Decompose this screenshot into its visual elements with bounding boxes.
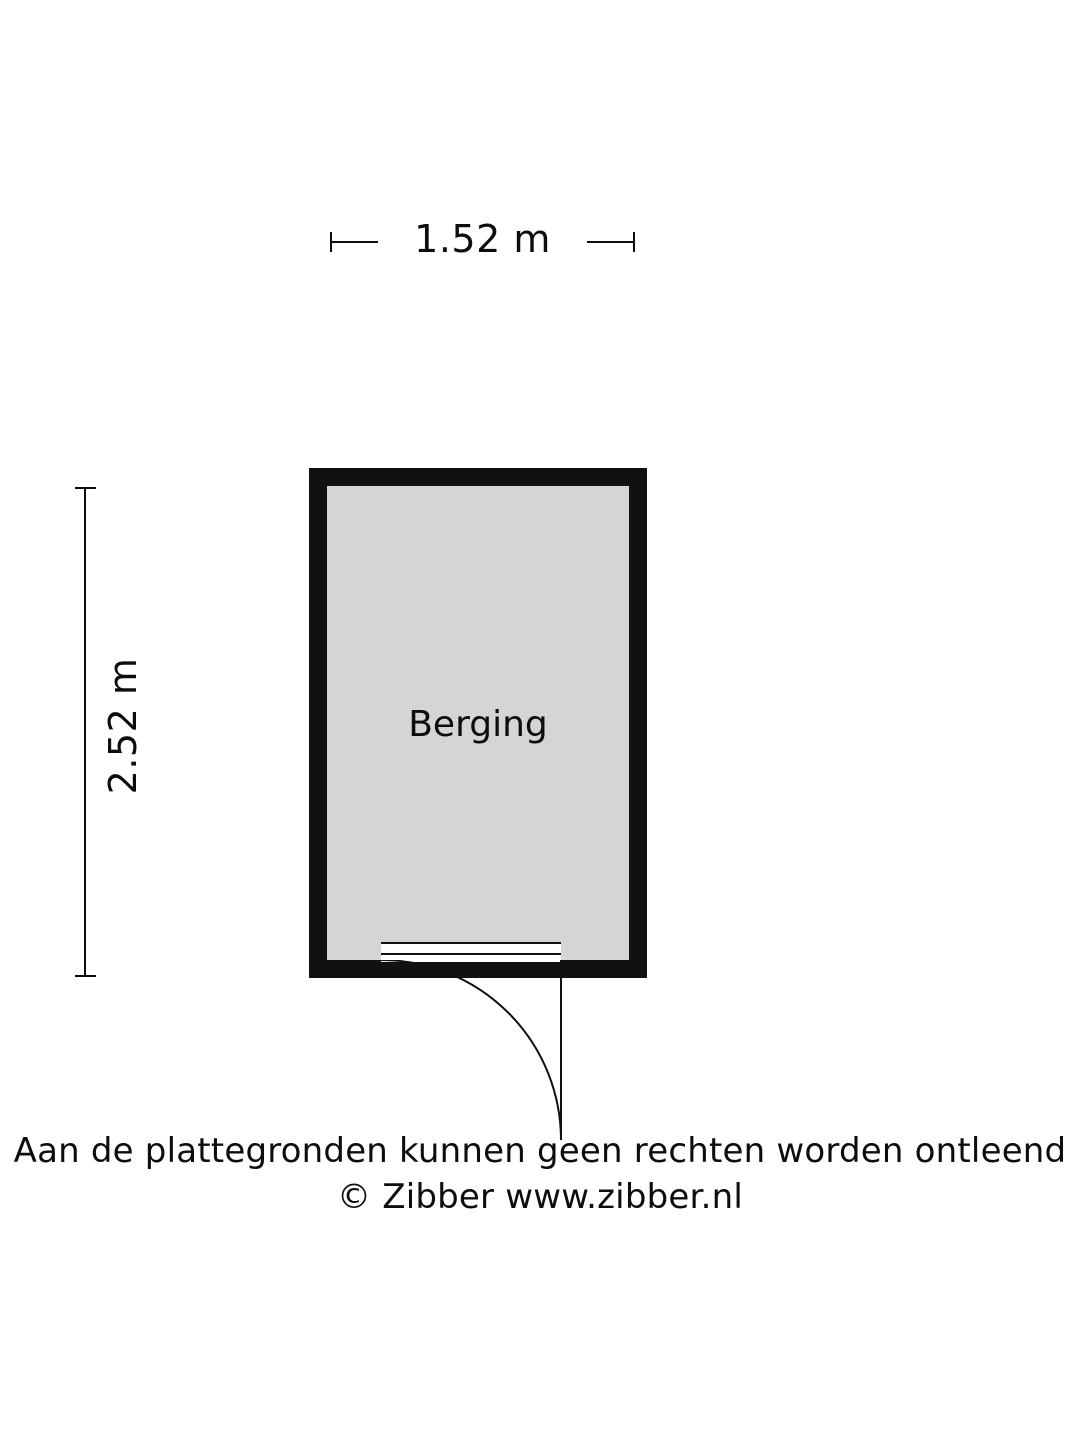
height-dimension-line xyxy=(84,487,86,977)
room-label-berging: Berging xyxy=(408,704,548,745)
footer-credit: © Zibber www.zibber.nl xyxy=(337,1177,743,1217)
height-dimension-label: 2.52 m xyxy=(101,657,145,795)
height-dimension-top-cap xyxy=(75,487,96,489)
width-dimension-right-cap xyxy=(633,232,635,252)
footer xyxy=(0,1128,1080,1220)
height-dimension-bottom-cap xyxy=(75,975,96,977)
floor-plan xyxy=(309,468,647,978)
footer-disclaimer: Aan de plattegronden kunnen geen rechten worden ontleend xyxy=(13,1131,1067,1171)
width-dimension-right-line xyxy=(587,241,635,243)
width-dimension-left-line xyxy=(330,241,378,243)
door-swing-icon xyxy=(369,960,569,1140)
room-walls xyxy=(309,468,647,978)
width-dimension-label: 1.52 m xyxy=(414,217,551,261)
width-dimension xyxy=(330,215,635,270)
height-dimension xyxy=(62,487,152,977)
